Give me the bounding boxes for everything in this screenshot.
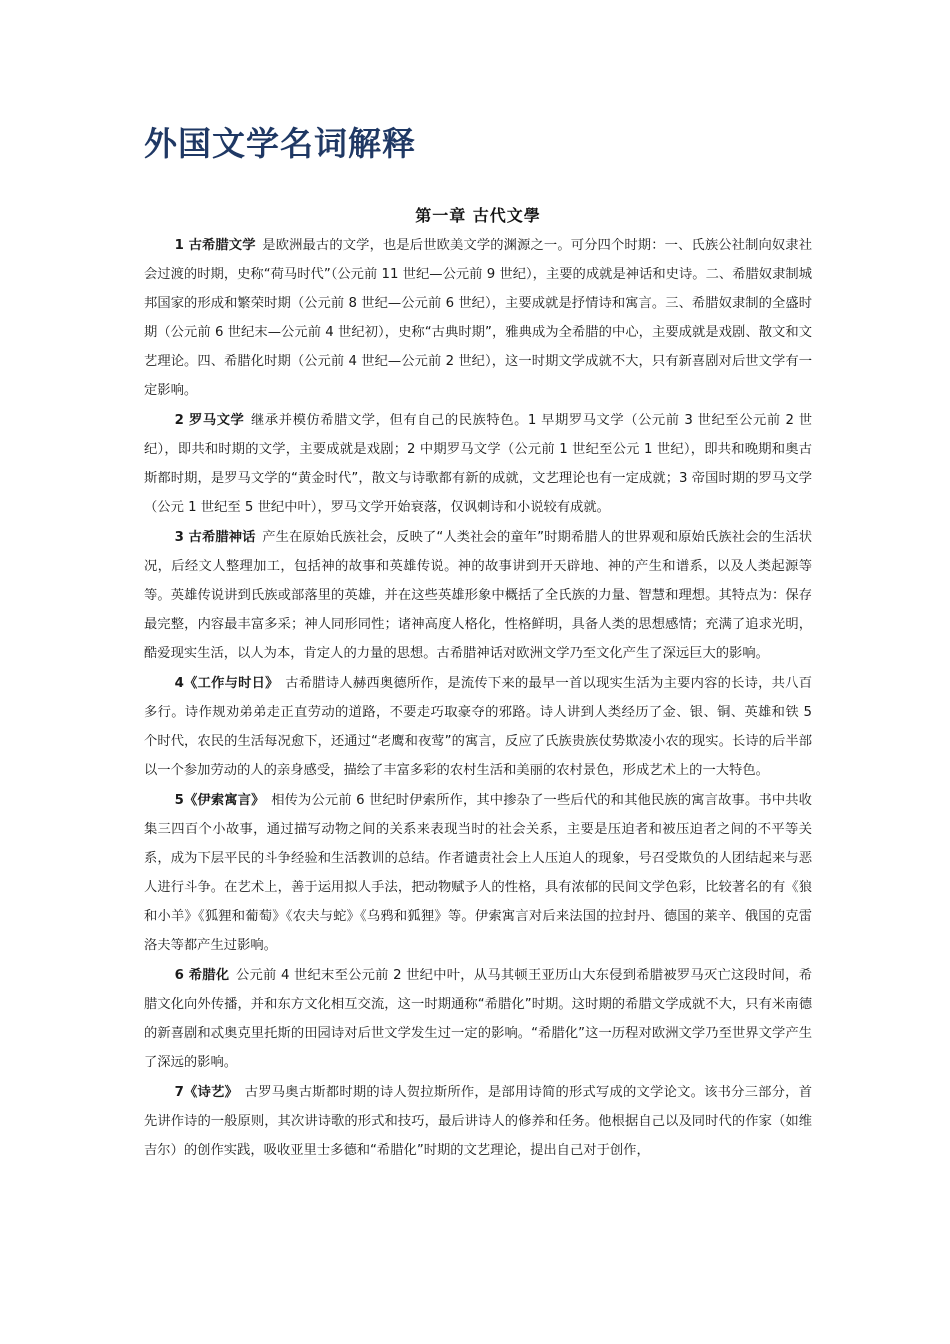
glossary-entry (144, 786, 812, 960)
entry-text: 是欧洲最古的文学，也是后世欧美文学的渊源之一。可分四个时期：一、氏族公社制向奴隶社会过渡的时期，史称“荷马时代”（公元前 11 世纪—公元前 9 世纪），主要的成就是神话和史诗。二、希腊奴隶制城邦国家的形成和繁荣时期（公元前 8 世纪—公元前 6 世纪），主要成就是抒情诗和寓言。三、希腊奴隶制的全盛时期（公元前 6 世纪末—公元前 4 世纪初），史称“古典时期”，雅典成为全希腊的中心，主要成就是戏剧、散文和文艺理论。四、希腊化时期（公元前 4 世纪—公元前 2 世纪），这一时期文学成就不大，只有新喜剧对后世文学有一定影响。 (144, 238, 813, 398)
entry-term: 6 希腊化 (174, 968, 230, 983)
entry-text: 继承并模仿希腊文学，但有自己的民族特色。1 早期罗马文学（公元前 3 世纪至公元前 2 世纪），即共和时期的文学，主要成就是戏剧；2 中期罗马文学（公元前 1 世纪至公元 1 世纪），即共和晚期和奥古斯都时期，是罗马文学的“黄金时代”，散文与诗歌都有新的成就，文艺理论也有一定成就；3 帝国时期的罗马文学（公元 1 世纪至 5 世纪中叶），罗马文学开始衰落，仅讽刺诗和小说较有成就。 (144, 413, 812, 515)
glossary-entry (144, 406, 812, 522)
entry-term: 7《诗艺》 (174, 1085, 239, 1100)
entry-text: 公元前 4 世纪末至公元前 2 世纪中叶，从马其顿王亚历山大东侵到希腊被罗马灭亡这段时间，希腊文化向外传播，并和东方文化相互交流，这一时期通称“希腊化”时期。这时期的希腊文学成就不大，只有米南德的新喜剧和忒奥克里托斯的田园诗对后世文学发生过一定的影响。“希腊化”这一历程对欧洲文学乃至世界文学产生了深远的影响。 (144, 968, 812, 1070)
glossary-entry (144, 523, 812, 668)
entry-term: 4《工作与时日》 (174, 676, 279, 691)
glossary-entry (144, 231, 812, 405)
glossary-entries (144, 231, 812, 1166)
entry-text: 相传为公元前 6 世纪时伊索所作，其中掺杂了一些后代的和其他民族的寓言故事。书中共收集三四百个小故事，通过描写动物之间的关系来表现当时的社会关系，主要是压迫者和被压迫者之间的不平等关系，成为下层平民的斗争经验和生活教训的总结。作者谴责社会上人压迫人的现象，号召受欺负的人团结起来与恶人进行斗争。在艺术上，善于运用拟人手法，把动物赋予人的性格，具有浓郁的民间文学色彩，比较著名的有《狼和小羊》《狐狸和葡萄》《农夫与蛇》《乌鸦和狐狸》等。伊索寓言对后来法国的拉封丹、德国的莱辛、俄国的克雷洛夫等都产生过影响。 (144, 793, 812, 953)
entry-text: 古希腊诗人赫西奥德所作，是流传下来的最早一首以现实生活为主要内容的长诗，共八百多行。诗作规劝弟弟走正直劳动的道路，不要走巧取豪夺的邪路。诗人讲到人类经历了金、银、铜、英雄和铁 5 个时代，农民的生活每况愈下，还通过“老鹰和夜莺”的寓言，反应了氏族贵族仗势欺凌小农的现实。长诗的后半部以一个参加劳动的人的亲身感受，描绘了丰富多彩的农村生活和美丽的农村景色，形成艺术上的一大特色。 (144, 676, 812, 778)
entry-term: 2 罗马文学 (174, 413, 245, 428)
entry-term: 3 古希腊神话 (174, 530, 256, 545)
glossary-entry (144, 669, 812, 785)
entry-text: 古罗马奥古斯都时期的诗人贺拉斯所作，是部用诗简的形式写成的文学论文。该书分三部分，首先讲作诗的一般原则，其次讲诗歌的形式和技巧，最后讲诗人的修养和任务。他根据自己以及同时代的作家（如维吉尔）的创作实践，吸收亚里士多德和“希腊化”时期的文艺理论，提出自己对于创作， (144, 1085, 812, 1158)
chapter-heading: 第一章 古代文學 (415, 206, 541, 225)
glossary-entry (144, 1078, 812, 1165)
entry-text: 产生在原始氏族社会，反映了“人类社会的童年”时期希腊人的世界观和原始氏族社会的生活状况，后经文人整理加工，包括神的故事和英雄传说。神的故事讲到开天辟地、神的产生和谱系，以及人类起源等等。英雄传说讲到氏族或部落里的英雄，并在这些英雄形象中概括了全氏族的力量、智慧和理想。其特点为：保存最完整，内容最丰富多采；神人同形同性；诸神高度人格化，性格鲜明，具备人类的思想感情；充满了追求光明，酷爱现实生活，以人为本，肯定人的力量的思想。古希腊神话对欧洲文学乃至文化产生了深远巨大的影响。 (144, 530, 812, 661)
document-title: 外国文学名词解释 (144, 124, 416, 163)
entry-term: 1 古希腊文学 (174, 238, 256, 253)
glossary-entry (144, 961, 812, 1077)
entry-term: 5《伊索寓言》 (174, 793, 265, 808)
